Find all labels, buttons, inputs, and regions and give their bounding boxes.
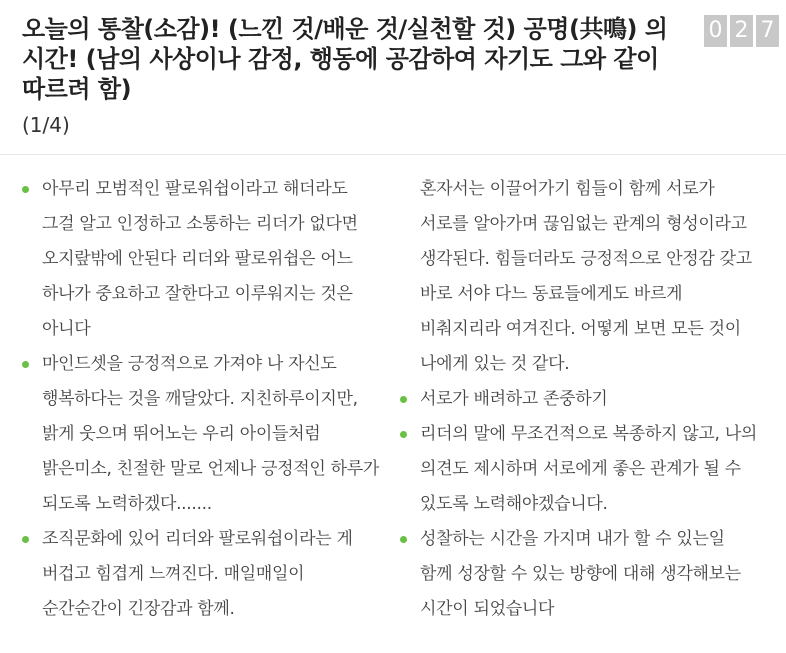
list-item <box>400 172 762 382</box>
bullet-dot-icon <box>400 536 407 543</box>
header <box>0 0 786 155</box>
counter <box>704 15 779 47</box>
page-title: 오늘의 통찰(소감)! (느낀 것/배운 것/실천할 것) 공명(共鳴) 의 시간! (남의 사상이나 감정, 행동에 공감하여 자기도 그와 같이 따르려 함) <box>22 15 668 103</box>
bullet-dot-icon <box>400 431 407 438</box>
bullet-dot-icon <box>22 536 29 543</box>
list-item <box>22 347 382 522</box>
item-text: 혼자서는 이끌어가기 힘들이 함께 서로가 서로를 알아가며 끊임없는 관계의 형성이라고 생각된다. 힘들더라도 긍정적으로 안정감 갖고 바로 서야 다느 동료들에게도 바르게 비춰지리라 여겨진다. 어떻게 보면 모든 것이 나에게 있는 것 같다. <box>420 179 752 374</box>
bullet-dot-icon <box>400 396 407 403</box>
bullet-dot-icon <box>22 361 29 368</box>
right-column <box>400 172 762 627</box>
page-indicator: (1/4) <box>22 113 70 137</box>
item-text: 마인드셋을 긍정적으로 가져야 나 자신도 행복하다는 것을 깨달았다. 지친하루이지만, 밝게 웃으며 뛰어노는 우리 아이들처럼 밝은미소, 친절한 말로 언제나 긍정적인 하루가 되도록 노력하겠다....... <box>42 354 379 514</box>
bullet-dot-icon <box>22 186 29 193</box>
list-item <box>22 172 382 347</box>
list-item <box>400 382 762 417</box>
item-text: 리더의 말에 무조건적으로 복종하지 않고, 나의 의견도 제시하며 서로에게 좋은 관계가 될 수 있도록 노력해야겠습니다. <box>420 424 757 514</box>
left-column <box>22 172 382 627</box>
item-text: 서로가 배려하고 존중하기 <box>420 389 608 409</box>
list-item <box>400 522 762 627</box>
counter-digit: 7 <box>756 15 779 47</box>
counter-digit: 0 <box>704 15 727 47</box>
item-text: 성찰하는 시간을 가지며 내가 할 수 있는일 함께 성장할 수 있는 방향에 대해 생각해보는 시간이 되었습니다 <box>420 529 741 619</box>
list-item <box>22 522 382 627</box>
counter-digit: 2 <box>730 15 753 47</box>
item-text: 조직문화에 있어 리더와 팔로워쉽이라는 게 버겁고 힘겹게 느껴진다. 매일매일이 순간순간이 긴장감과 함께. <box>42 529 353 619</box>
item-text: 아무리 모범적인 팔로워쉽이라고 해더라도 그걸 알고 인정하고 소통하는 리더가 없다면 오지랖밖에 안된다 리더와 팔로위쉽은 어느 하나가 중요하고 잘한다고 이루워지는 것은 아니다 <box>42 179 358 339</box>
list-item <box>400 417 762 522</box>
